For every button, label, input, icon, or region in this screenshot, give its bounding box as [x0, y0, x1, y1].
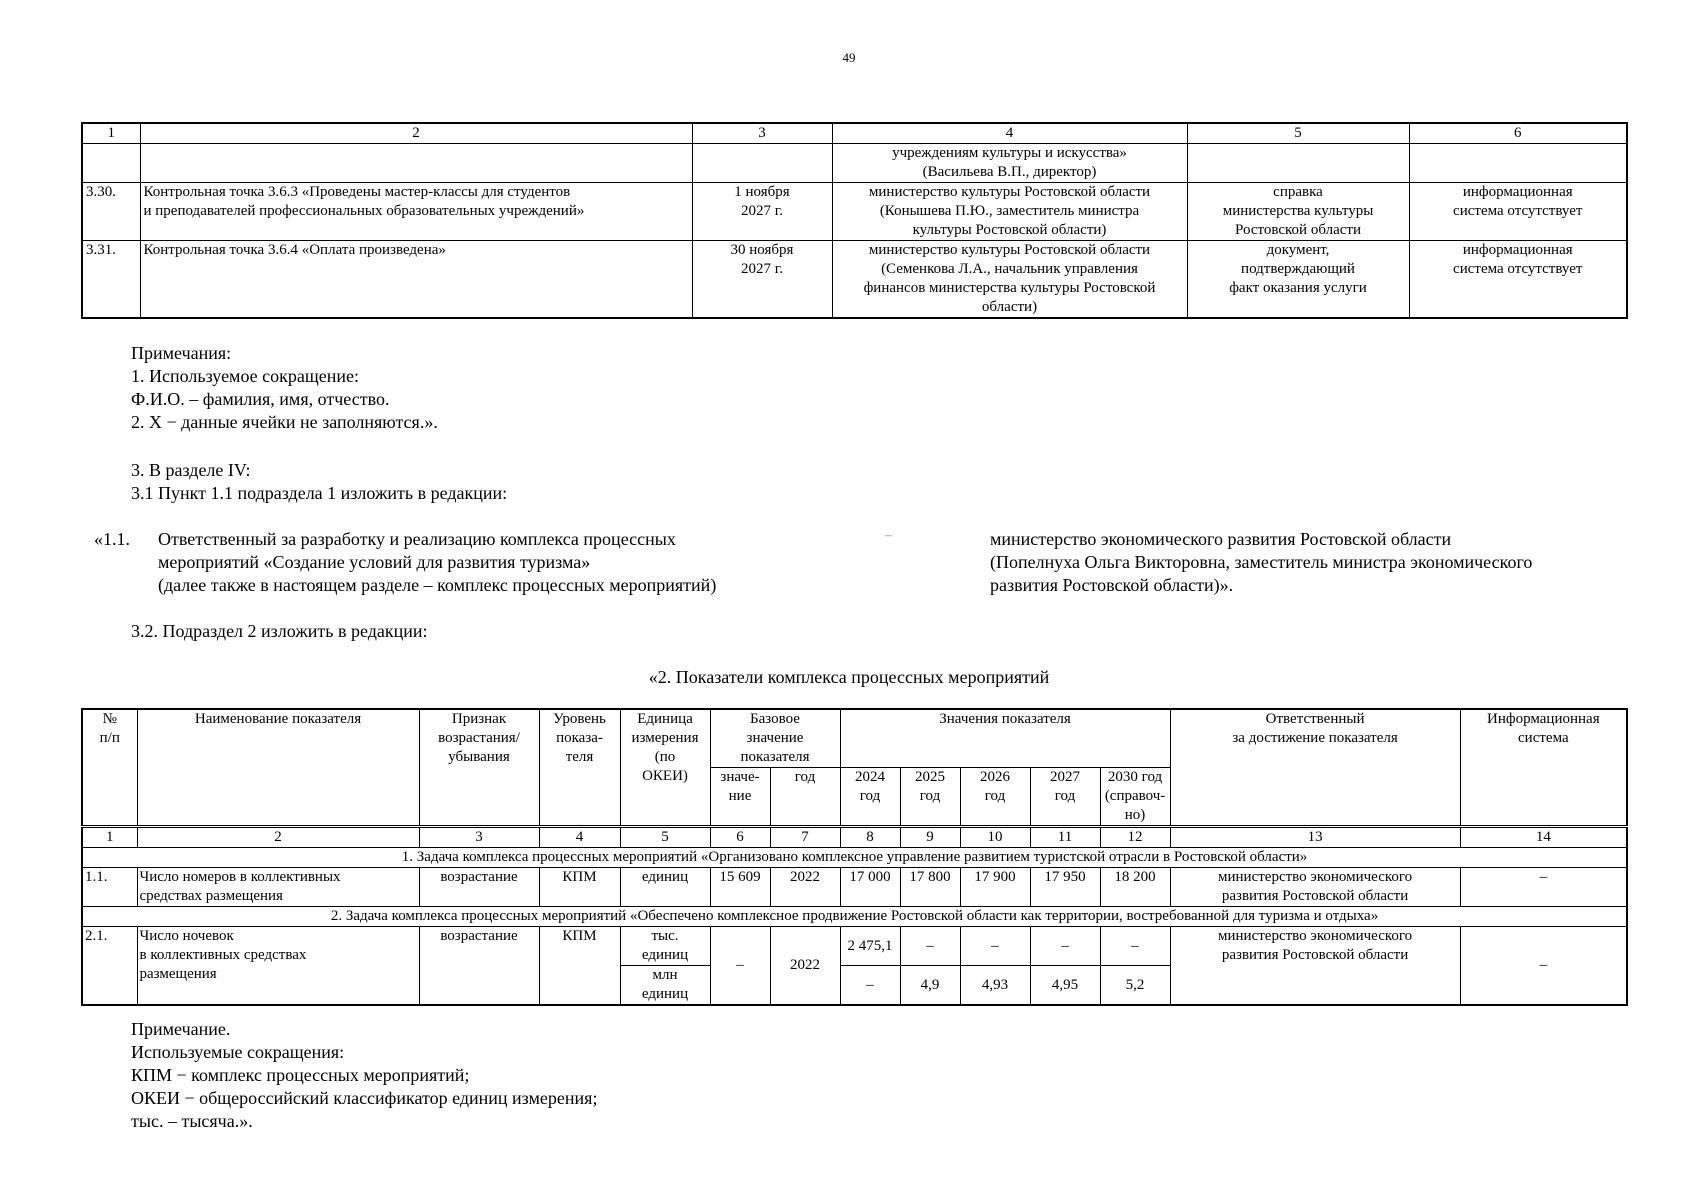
- value-cell: 2 475,1: [840, 927, 900, 966]
- table1-col-number: 6: [1409, 123, 1627, 144]
- header-values: Значения показателя: [840, 709, 1170, 768]
- continuation-cell: учреждениям культуры и искусства» (Васильева В.П., директор): [832, 144, 1187, 183]
- row-number: 2.1.: [82, 927, 137, 1006]
- control-point-name: Контрольная точка 3.6.4 «Оплата произведена»: [140, 241, 692, 319]
- col-number: 9: [900, 827, 960, 848]
- notes-block: [131, 1018, 597, 1133]
- indicator-unit: тыс. единиц: [620, 927, 710, 966]
- control-points-table: [81, 122, 1628, 319]
- col-number: 2: [137, 827, 419, 848]
- table1-col-number: 2: [140, 123, 692, 144]
- indicator-responsible: министерство экономического развития Ростовской области: [1170, 868, 1460, 907]
- col-number: 3: [419, 827, 539, 848]
- document-type: документ, подтверждающий факт оказания услуги: [1187, 241, 1409, 319]
- header-year: 2030 год (справоч- но): [1100, 768, 1170, 827]
- table1-continuation-row: [82, 144, 1627, 183]
- value-cell: 4,93: [960, 966, 1030, 1006]
- note-line: Ф.И.О. – фамилия, имя, отчество.: [131, 389, 390, 409]
- column-numbers-row: [82, 827, 1627, 848]
- value-cell: –: [840, 966, 900, 1006]
- separator-dash: –: [885, 528, 892, 543]
- header-level: Уровень показа- теля: [539, 709, 620, 827]
- base-value: 15 609: [710, 868, 770, 907]
- information-system: информационная система отсутствует: [1409, 241, 1627, 319]
- note-line: ОКЕИ − общероссийский классификатор единиц измерения;: [131, 1088, 598, 1108]
- indicator-system: –: [1460, 868, 1627, 907]
- indicator-level: КПМ: [539, 868, 620, 907]
- value-cell: –: [960, 927, 1030, 966]
- table-row: [82, 183, 1627, 241]
- header-year: 2025 год: [900, 768, 960, 827]
- indicator-system: –: [1460, 927, 1627, 1006]
- col-number: 11: [1030, 827, 1100, 848]
- col-number: 10: [960, 827, 1030, 848]
- task-title: 2. Задача комплекса процессных мероприятий «Обеспечено комплексное продвижение Ростовской области как территории, востребованной для туризма и отдыха»: [82, 907, 1627, 927]
- note-line: тыс. – тысяча.».: [131, 1111, 253, 1131]
- table-row: [82, 868, 1627, 907]
- value-cell: 18 200: [1100, 868, 1170, 907]
- responsible: министерство культуры Ростовской области (Семенкова Л.А., начальник управления финансов министерства культуры Ростовской области): [832, 241, 1187, 319]
- base-year: 2022: [770, 927, 840, 1006]
- header-unit: Единица измерения (по ОКЕИ): [620, 709, 710, 827]
- task-row: [82, 848, 1627, 868]
- value-cell: 17 000: [840, 868, 900, 907]
- table1-col-number: 3: [692, 123, 832, 144]
- col-number: 14: [1460, 827, 1627, 848]
- indicators-table: [81, 708, 1628, 1006]
- table-row: [82, 927, 1627, 966]
- section-instructions: [131, 459, 507, 505]
- table2-header-row: [82, 709, 1627, 768]
- value-cell: 17 900: [960, 868, 1030, 907]
- page-number: 49: [842, 50, 856, 65]
- value-cell: 17 950: [1030, 868, 1100, 907]
- value-cell: –: [1030, 927, 1100, 966]
- col-number: 1: [82, 827, 137, 848]
- value-cell: –: [1100, 927, 1170, 966]
- table1-header-row: [82, 123, 1627, 144]
- col-number: 6: [710, 827, 770, 848]
- col-number: 7: [770, 827, 840, 848]
- value-cell: 17 800: [900, 868, 960, 907]
- header-responsible: Ответственный за достижение показателя: [1170, 709, 1460, 827]
- header-system: Информационная система: [1460, 709, 1627, 827]
- header-base-value: значе- ние: [710, 768, 770, 827]
- table2-title: «2. Показатели комплекса процессных мероприятий: [648, 667, 1050, 687]
- header-base-year: год: [770, 768, 840, 827]
- table1-col-number: 4: [832, 123, 1187, 144]
- document-type: справка министерства культуры Ростовской области: [1187, 183, 1409, 241]
- item-number: «1.1.: [94, 529, 130, 549]
- section-line: 3. В разделе IV:: [131, 460, 251, 480]
- indicator-unit: млн единиц: [620, 966, 710, 1006]
- col-number: 8: [840, 827, 900, 848]
- indicator-unit: единиц: [620, 868, 710, 907]
- responsible-label: Ответственный за разработку и реализацию комплекса процессных мероприятий «Создание условий для развития туризма» (далее также в настоящем разделе – комплекс процессных мероприятий): [158, 529, 717, 595]
- table-row: [82, 241, 1627, 319]
- notes-title: Примечания:: [131, 343, 232, 363]
- row-number: 1.1.: [82, 868, 137, 907]
- information-system: информационная система отсутствует: [1409, 183, 1627, 241]
- table1-col-number: 1: [82, 123, 140, 144]
- responsible: министерство культуры Ростовской области (Конышева П.Ю., заместитель министра культуры Ростовской области): [832, 183, 1187, 241]
- indicator-name: Число номеров в коллективных средствах размещения: [137, 868, 419, 907]
- deadline: 30 ноября 2027 г.: [692, 241, 832, 319]
- note-line: Примечание.: [131, 1019, 231, 1039]
- value-cell: 4,9: [900, 966, 960, 1006]
- value-cell: 4,95: [1030, 966, 1100, 1006]
- header-year: 2026 год: [960, 768, 1030, 827]
- note-line: 1. Используемое сокращение:: [131, 366, 359, 386]
- header-year: 2027 год: [1030, 768, 1100, 827]
- responsible-value: министерство экономического развития Ростовской области (Попелнуха Ольга Викторовна, заместитель министра экономического развития Ростовской области)».: [990, 529, 1533, 595]
- table1-col-number: 5: [1187, 123, 1409, 144]
- col-number: 4: [539, 827, 620, 848]
- note-line: 2. X − данные ячейки не заполняются.».: [131, 412, 438, 432]
- header-year: 2024 год: [840, 768, 900, 827]
- indicator-sign: возрастание: [419, 868, 539, 907]
- indicator-name: Число ночевок в коллективных средствах размещения: [137, 927, 419, 1006]
- task-row: [82, 907, 1627, 927]
- section-line: 3.1 Пункт 1.1 подраздела 1 изложить в редакции:: [131, 483, 508, 503]
- col-number: 13: [1170, 827, 1460, 848]
- note-line: Используемые сокращения:: [131, 1042, 345, 1062]
- header-name: Наименование показателя: [137, 709, 419, 827]
- row-number: 3.31.: [82, 241, 140, 319]
- control-point-name: Контрольная точка 3.6.3 «Проведены мастер-классы для студентов и преподавателей профессиональных образовательных учреждений»: [140, 183, 692, 241]
- header-base: Базовое значение показателя: [710, 709, 840, 768]
- subsection-instruction: 3.2. Подраздел 2 изложить в редакции:: [131, 621, 428, 641]
- value-cell: –: [900, 927, 960, 966]
- base-value: –: [710, 927, 770, 1006]
- indicator-responsible: министерство экономического развития Ростовской области: [1170, 927, 1460, 1006]
- base-year: 2022: [770, 868, 840, 907]
- note-line: КПМ − комплекс процессных мероприятий;: [131, 1065, 470, 1085]
- header-num: № п/п: [82, 709, 137, 827]
- col-number: 12: [1100, 827, 1170, 848]
- header-sign: Признак возрастания/ убывания: [419, 709, 539, 827]
- col-number: 5: [620, 827, 710, 848]
- indicator-level: КПМ: [539, 927, 620, 1006]
- task-title: 1. Задача комплекса процессных мероприятий «Организовано комплексное управление развитием туристской отрасли в Ростовской области»: [82, 848, 1627, 868]
- row-number: 3.30.: [82, 183, 140, 241]
- notes-block: [131, 342, 438, 434]
- value-cell: 5,2: [1100, 966, 1170, 1006]
- deadline: 1 ноября 2027 г.: [692, 183, 832, 241]
- indicator-sign: возрастание: [419, 927, 539, 1006]
